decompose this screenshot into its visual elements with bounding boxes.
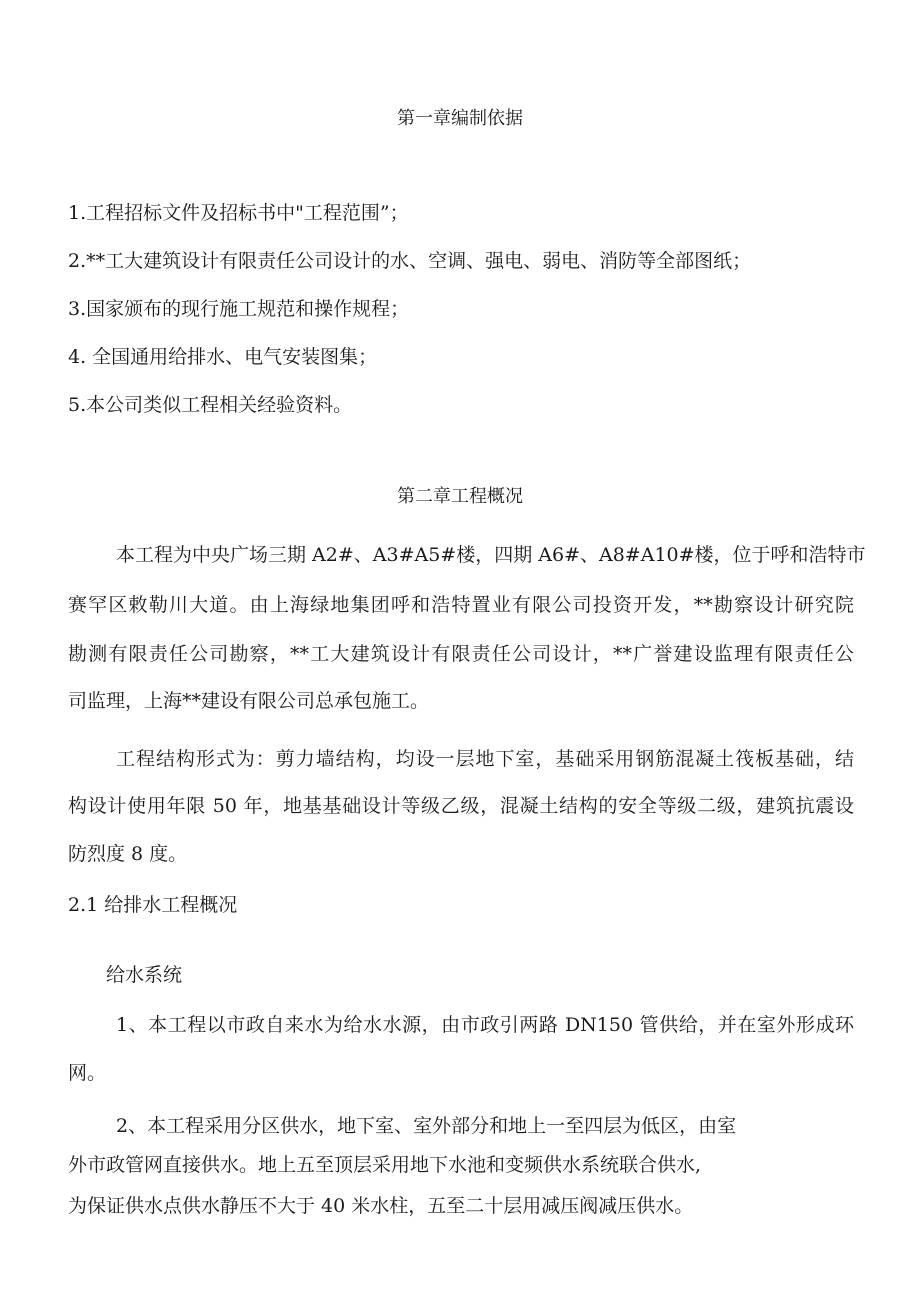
item2-line-2: 外市政管网直接供水。地上五至顶层采用地下水池和变频供水系统联合供水, xyxy=(68,1154,702,1176)
water-system-title: 给水系统 xyxy=(106,964,183,986)
item2-line-3: 为保证供水点供水静压不大于 40 米水柱，五至二十层用减压阀减压供水。 xyxy=(68,1195,694,1217)
chapter1-title: 第一章编制依据 xyxy=(397,108,523,129)
item1-line-1: 1、本工程以市政自来水为给水水源，由市政引两路 DN150 管供给，并在室外形成环 xyxy=(116,1014,854,1036)
para2-line-2: 构设计使用年限 50 年，地基基础设计等级乙级，混凝土结构的安全等级二级，建筑抗震设 xyxy=(68,795,854,817)
section-2-1-title: 2.1 给排水工程概况 xyxy=(68,894,238,916)
item2-line-1: 2、本工程采用分区供水，地下室、室外部分和地上一至四层为低区，由室 xyxy=(116,1115,737,1137)
para1-line-2: 赛罕区敕勒川大道。由上海绿地集团呼和浩特置业有限公司投资开发，**勘察设计研究院 xyxy=(68,594,854,616)
chapter1-item-3: 3.国家颁布的现行施工规范和操作规程； xyxy=(68,298,410,320)
para1-line-4: 司监理，上海**建设有限公司总承包施工。 xyxy=(68,690,430,712)
para1-line-3: 勘测有限责任公司勘察，**工大建筑设计有限责任公司设计，**广誉建设监理有限责任公 xyxy=(68,643,854,665)
para2-line-3: 防烈度 8 度。 xyxy=(68,843,188,865)
chapter1-item-2: 2.**工大建筑设计有限责任公司设计的水、空调、强电、弱电、消防等全部图纸； xyxy=(68,250,752,272)
chapter1-item-5: 5.本公司类似工程相关经验资料。 xyxy=(68,394,353,416)
chapter1-item-4: 4. 全国通用给排水、电气安装图集； xyxy=(68,346,378,368)
chapter2-title: 第二章工程概况 xyxy=(397,486,523,507)
item1-line-2: 网。 xyxy=(68,1062,107,1084)
chapter1-item-1: 1.工程招标文件及招标书中"工程范围”； xyxy=(68,202,409,224)
para2-line-1: 工程结构形式为：剪力墙结构，均设一层地下室，基础采用钢筋混凝土筏板基础，结 xyxy=(116,748,854,770)
para1-line-1: 本工程为中央广场三期 A2#、A3#A5#楼，四期 A6#、A8#A10#楼，位于呼和浩特市 xyxy=(116,544,866,566)
